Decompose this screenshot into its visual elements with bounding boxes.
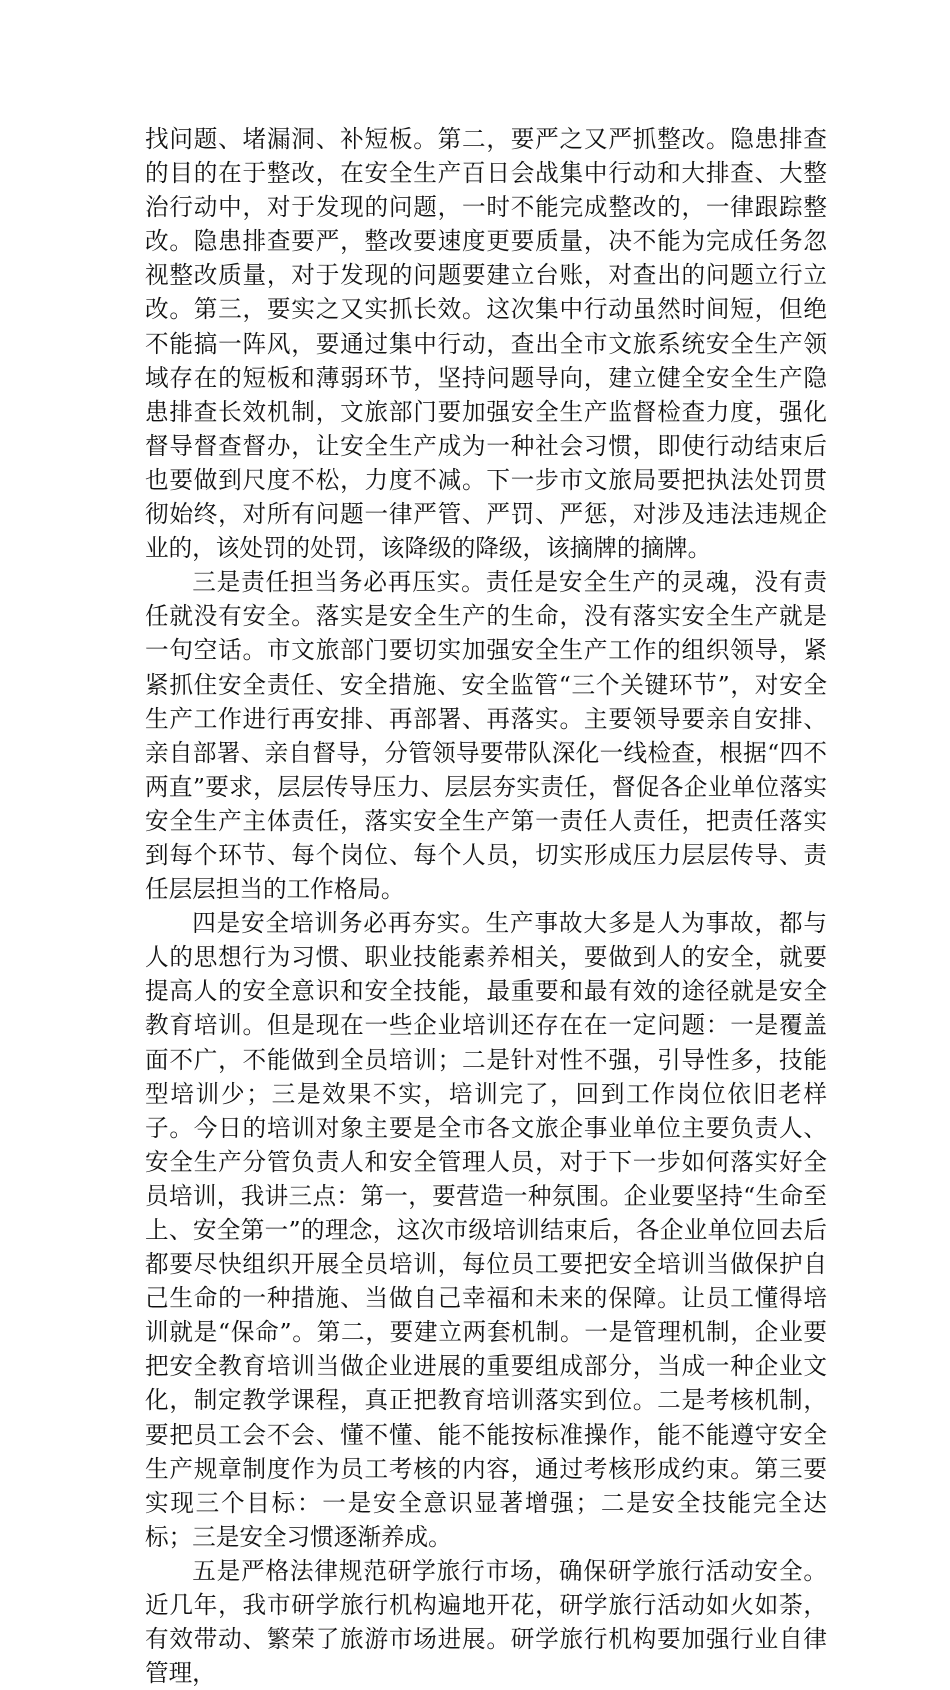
- paragraph-3: 四是安全培训务必再夯实。生产事故大多是人为事故，都与人的思想行为习惯、职业技能素养相关，要做到人的安全，就要提高人的安全意识和安全技能，最重要和最有效的途径就是安全教育培训。但是现在一些企业培训还存在在一定问题：一是覆盖面不广，不能做到全员培训；二是针对性不强，引导性多，技能型培训少；三是效果不实，培训完了，回到工作岗位依旧老样子。今日的培训对象主要是全市各文旅企事业单位主要负责人、安全生产分管负责人和安全管理人员，对于下一步如何落实好全员培训，我讲三点：第一，要营造一种氛围。企业要坚持“生命至上、安全第一”的理念，这次市级培训结束后，各企业单位回去后都要尽快组织开展全员培训，每位员工要把安全培训当做保护自己生命的一种措施、当做自己幸福和未来的保障。让员工懂得培训就是“保命”。第二，要建立两套机制。一是管理机制，企业要把安全教育培训当做企业进展的重要组成部分，当成一种企业文化，制定教学课程，真正把教育培训落实到位。二是考核机制，要把员工会不会、懂不懂、能不能按标准操作，能不能遵守安全生产规章制度作为员工考核的内容，通过考核形成约束。第三要实现三个目标：一是安全意识显著增强；二是安全技能完全达标；三是安全习惯逐渐养成。: [145, 909, 827, 1551]
- document-body: [145, 122, 827, 1690]
- paragraph-1: 找问题、堵漏洞、补短板。第二，要严之又严抓整改。隐患排查的目的在于整改，在安全生产百日会战集中行动和大排查、大整治行动中，对于发现的问题，一时不能完成整改的，一律跟踪整改。隐患排查要严，整改要速度更要质量，决不能为完成任务忽视整改质量，对于发现的问题要建立台账，对查出的问题立行立改。第三，要实之又实抓长效。这次集中行动虽然时间短，但绝不能搞一阵风，要通过集中行动，查出全市文旅系统安全生产领域存在的短板和薄弱环节，坚持问题导向，建立健全安全生产隐患排查长效机制，文旅部门要加强安全生产监督检查力度，强化督导督查督办，让安全生产成为一种社会习惯，即使行动结束后也要做到尺度不松，力度不减。下一步市文旅局要把执法处罚贯彻始终，对所有问题一律严管、严罚、严惩，对涉及违法违规企业的，该处罚的处罚，该降级的降级，该摘牌的摘牌。: [145, 125, 827, 563]
- paragraph-4: 五是严格法律规范研学旅行市场，确保研学旅行活动安全。近几年，我市研学旅行机构遍地开花，研学旅行活动如火如荼，有效带动、繁荣了旅游市场进展。研学旅行机构要加强行业自律管理，: [145, 1556, 827, 1688]
- paragraph-2: 三是责任担当务必再压实。责任是安全生产的灵魂，没有责任就没有安全。落实是安全生产的生命，没有落实安全生产就是一句空话。市文旅部门要切实加强安全生产工作的组织领导，紧紧抓住安全责任、安全措施、安全监管“三个关键环节”，对安全生产工作进行再安排、再部署、再落实。主要领导要亲自安排、亲自部署、亲自督导，分管领导要带队深化一线检查，根据“四不两直”要求，层层传导压力、层层夯实责任，督促各企业单位落实安全生产主体责任，落实安全生产第一责任人责任，把责任落实到每个环节、每个岗位、每个人员，切实形成压力层层传导、责任层层担当的工作格局。: [145, 568, 827, 904]
